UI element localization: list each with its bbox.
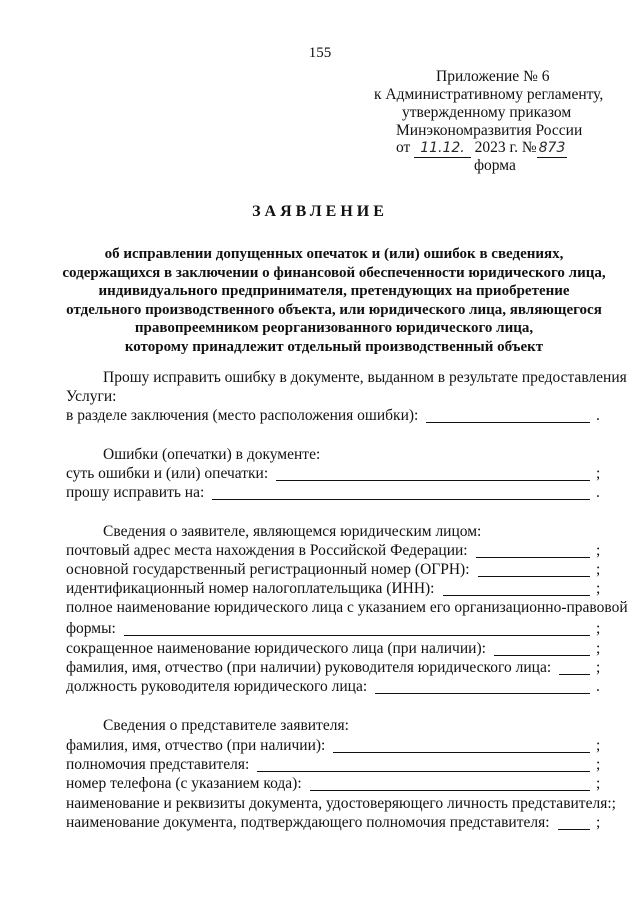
head-position-blank[interactable] [375,692,590,694]
rep-powers-doc-field[interactable]: наименование документа, подтверждающего полномочия представителя: ; [66,814,601,831]
document-title: ЗАЯВЛЕНИЕ [252,203,388,220]
rep-powers-field[interactable]: полномочия представителя: ; [66,756,601,773]
rep-fio-blank[interactable] [333,751,590,753]
head-fio-field[interactable]: фамилия, имя, отчество (при наличии) руководителя юридического лица: ; [66,659,601,676]
rep-powers-blank[interactable] [257,770,590,772]
fix-to-blank[interactable] [212,498,590,500]
rep-phone-field[interactable]: номер телефона (с указанием кода): ; [66,775,601,792]
ogrn-blank[interactable] [478,575,590,577]
date-prefix: от [396,139,411,156]
fix-to-field[interactable]: прошу исправить на: . [66,484,600,501]
postal-address-blank[interactable] [476,556,590,558]
error-essence-field[interactable]: суть ошибки и (или) опечатки: ; [66,465,601,482]
errors-heading: Ошибки (опечатки) в документе: [103,446,321,463]
form-label: форма [474,157,516,174]
rep-phone-blank[interactable] [310,789,590,791]
head-position-field[interactable]: должность руководителя юридического лица: . [66,678,600,695]
subtitle-line: индивидуального предпринимателя, претендующих на приобретение [98,283,570,300]
document-subtitle [58,245,610,357]
handwritten-date: 11.12. [414,140,471,158]
error-location-field[interactable]: в разделе заключения (место расположения ошибки): . [66,407,600,424]
full-name-blank[interactable] [124,634,590,636]
page-number: 155 [308,45,332,61]
full-name-field[interactable]: формы: ; [66,620,601,637]
rep-powers-doc-blank[interactable] [558,828,590,830]
full-name-text: полное наименование юридического лица с указанием его организационно-правовой [66,599,628,616]
ministry-name: Минэкономразвития России [396,122,583,139]
subtitle-line: отдельного производственного объекта, или юридического лица, являющегося [66,301,602,318]
inn-blank[interactable] [443,594,591,596]
appendix-label: Приложение № 6 [436,68,550,85]
head-fio-blank[interactable] [559,673,590,675]
postal-address-field[interactable]: почтовый адрес места нахождения в Российской Федерации: ; [66,542,601,559]
inn-field[interactable]: идентификационный номер налогоплательщика (ИНН): ; [66,580,601,597]
applicant-heading: Сведения о заявителе, являющемся юридическим лицом: [103,523,482,540]
request-text-line1: Прошу исправить ошибку в документе, выданном в результате предоставления [103,369,627,386]
subtitle-line: правопреемником реорганизованного юридического лица, [134,320,534,337]
short-name-field[interactable]: сокращенное наименование юридического лица (при наличии): ; [66,640,601,657]
short-name-blank[interactable] [494,654,590,656]
order-year: 2023 г. № [474,139,537,156]
ogrn-field[interactable]: основной государственный регистрационный номер (ОГРН): ; [66,561,601,578]
rep-id-doc-field[interactable]: наименование и реквизиты документа, удостоверяющего личность представителя: ; [66,795,616,812]
subtitle-line: об исправлении допущенных опечаток и (или) ошибок в сведениях, [104,246,564,262]
request-text-line2: Услуги: [66,388,117,405]
error-essence-blank[interactable] [276,479,590,481]
order-date-line [396,139,567,158]
subtitle-line: содержащихся в заключении о финансовой обеспеченности юридического лица, [62,264,606,281]
representative-heading: Сведения о представителе заявителя: [103,717,349,734]
regulation-ref: к Административному регламенту, [374,86,604,103]
approved-by: утвержденному приказом [402,104,572,121]
error-location-blank[interactable] [426,421,590,423]
rep-fio-field[interactable]: фамилия, имя, отчество (при наличии): ; [66,737,601,754]
subtitle-line: которому принадлежит отдельный производственный объект [124,338,544,355]
handwritten-number: 873 [538,140,566,156]
